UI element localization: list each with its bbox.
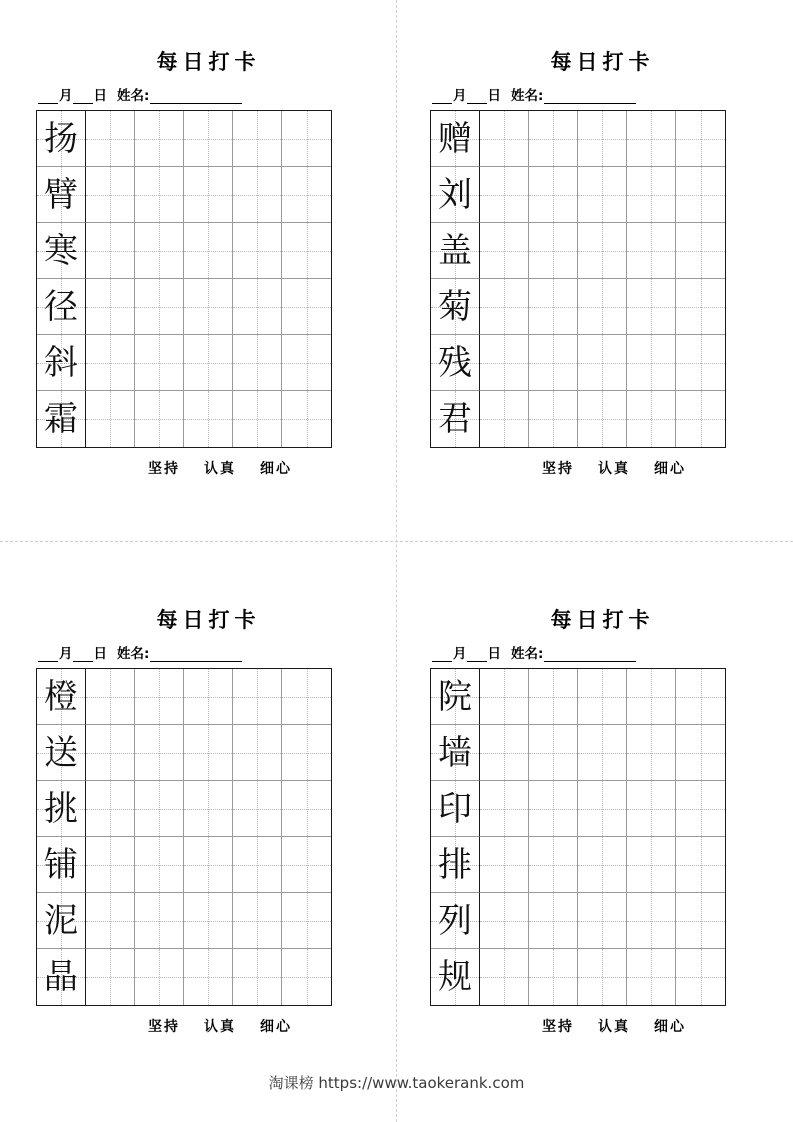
character-glyph: 列 bbox=[438, 900, 472, 941]
character-cell[interactable] bbox=[431, 335, 480, 391]
month-label: 月 bbox=[59, 88, 73, 105]
character-cell[interactable] bbox=[431, 725, 480, 781]
practice-cell[interactable] bbox=[578, 725, 627, 781]
practice-cell[interactable] bbox=[529, 223, 578, 279]
practice-cell[interactable] bbox=[627, 837, 676, 893]
practice-cell[interactable] bbox=[676, 837, 725, 893]
practice-cell[interactable] bbox=[233, 893, 282, 949]
practice-cell[interactable] bbox=[86, 837, 135, 893]
character-glyph: 径 bbox=[44, 286, 78, 327]
character-glyph: 印 bbox=[438, 788, 472, 829]
practice-cell[interactable] bbox=[480, 893, 529, 949]
practice-cell[interactable] bbox=[529, 725, 578, 781]
month-input[interactable] bbox=[38, 103, 58, 104]
character-glyph: 挑 bbox=[44, 788, 78, 829]
practice-cell[interactable] bbox=[233, 669, 282, 725]
month-input[interactable] bbox=[432, 103, 452, 104]
practice-cell[interactable] bbox=[529, 949, 578, 1005]
footer-term: 细心 bbox=[260, 1019, 292, 1036]
practice-cell[interactable] bbox=[233, 725, 282, 781]
practice-cell[interactable] bbox=[578, 279, 627, 335]
practice-cell[interactable] bbox=[184, 167, 233, 223]
name-input[interactable] bbox=[544, 103, 636, 104]
practice-cell[interactable] bbox=[135, 391, 184, 447]
practice-cell[interactable] bbox=[233, 391, 282, 447]
practice-cell[interactable] bbox=[184, 223, 233, 279]
practice-cell[interactable] bbox=[184, 279, 233, 335]
character-cell[interactable] bbox=[431, 223, 480, 279]
practice-cell[interactable] bbox=[135, 669, 184, 725]
footer-terms bbox=[430, 458, 770, 478]
practice-cell[interactable] bbox=[86, 669, 135, 725]
practice-cell[interactable] bbox=[233, 111, 282, 167]
character-cell[interactable] bbox=[431, 781, 480, 837]
character-glyph: 院 bbox=[438, 676, 472, 717]
character-glyph: 排 bbox=[438, 844, 472, 885]
practice-cell[interactable] bbox=[86, 335, 135, 391]
practice-cell[interactable] bbox=[627, 391, 676, 447]
footer-terms bbox=[430, 1016, 770, 1036]
practice-cell[interactable] bbox=[676, 111, 725, 167]
practice-cell[interactable] bbox=[233, 781, 282, 837]
name-input[interactable] bbox=[150, 661, 242, 662]
footer-term: 坚持 bbox=[542, 1019, 574, 1036]
practice-cell[interactable] bbox=[578, 781, 627, 837]
character-cell[interactable] bbox=[431, 391, 480, 447]
character-glyph: 泥 bbox=[44, 900, 78, 941]
name-label: 姓名: bbox=[117, 646, 150, 663]
character-glyph: 扬 bbox=[44, 118, 78, 159]
practice-card bbox=[36, 608, 376, 1036]
page-title: 每日打卡 bbox=[156, 50, 261, 74]
page-title: 每日打卡 bbox=[550, 50, 655, 74]
practice-cell[interactable] bbox=[676, 391, 725, 447]
name-input[interactable] bbox=[150, 103, 242, 104]
practice-cell[interactable] bbox=[282, 837, 331, 893]
name-label: 姓名: bbox=[511, 646, 544, 663]
practice-cell[interactable] bbox=[578, 837, 627, 893]
character-glyph: 铺 bbox=[44, 844, 78, 885]
practice-cell[interactable] bbox=[480, 223, 529, 279]
practice-cell[interactable] bbox=[282, 111, 331, 167]
day-label: 日 bbox=[487, 646, 501, 663]
character-cell[interactable] bbox=[37, 167, 86, 223]
month-label: 月 bbox=[453, 646, 467, 663]
day-input[interactable] bbox=[467, 103, 487, 104]
practice-cell[interactable] bbox=[233, 167, 282, 223]
fold-line-horizontal bbox=[0, 541, 793, 542]
character-cell[interactable] bbox=[431, 837, 480, 893]
practice-cell[interactable] bbox=[184, 335, 233, 391]
character-glyph: 残 bbox=[438, 342, 472, 383]
practice-cell[interactable] bbox=[529, 391, 578, 447]
day-label: 日 bbox=[93, 646, 107, 663]
character-cell[interactable] bbox=[37, 335, 86, 391]
character-glyph: 晶 bbox=[44, 957, 78, 998]
practice-cell[interactable] bbox=[233, 837, 282, 893]
practice-cell[interactable] bbox=[676, 223, 725, 279]
character-glyph: 菊 bbox=[438, 286, 472, 327]
practice-card bbox=[430, 608, 770, 1036]
day-label: 日 bbox=[93, 88, 107, 105]
practice-cell[interactable] bbox=[184, 391, 233, 447]
character-grid bbox=[430, 668, 726, 1006]
practice-cell[interactable] bbox=[135, 893, 184, 949]
practice-cell[interactable] bbox=[135, 949, 184, 1005]
practice-cell[interactable] bbox=[529, 111, 578, 167]
footer-term: 认真 bbox=[598, 461, 630, 478]
practice-cell[interactable] bbox=[135, 223, 184, 279]
practice-cell[interactable] bbox=[627, 167, 676, 223]
character-cell[interactable] bbox=[37, 111, 86, 167]
practice-cell[interactable] bbox=[184, 669, 233, 725]
practice-cell[interactable] bbox=[184, 837, 233, 893]
meta-row bbox=[36, 642, 376, 662]
practice-cell[interactable] bbox=[480, 335, 529, 391]
practice-cell[interactable] bbox=[627, 279, 676, 335]
character-glyph: 君 bbox=[438, 399, 472, 440]
character-glyph: 斜 bbox=[44, 342, 78, 383]
practice-cell[interactable] bbox=[86, 893, 135, 949]
practice-cell[interactable] bbox=[627, 893, 676, 949]
page-title: 每日打卡 bbox=[156, 608, 261, 632]
practice-cell[interactable] bbox=[627, 725, 676, 781]
practice-cell[interactable] bbox=[676, 335, 725, 391]
practice-cell[interactable] bbox=[282, 279, 331, 335]
practice-cell[interactable] bbox=[282, 391, 331, 447]
fold-line-vertical bbox=[396, 0, 397, 1122]
practice-cell[interactable] bbox=[282, 893, 331, 949]
practice-cell[interactable] bbox=[578, 893, 627, 949]
practice-cell[interactable] bbox=[676, 669, 725, 725]
practice-cell[interactable] bbox=[627, 949, 676, 1005]
practice-cell[interactable] bbox=[578, 167, 627, 223]
character-cell[interactable] bbox=[37, 391, 86, 447]
practice-cell[interactable] bbox=[480, 949, 529, 1005]
footer-term: 认真 bbox=[204, 1019, 236, 1036]
character-cell[interactable] bbox=[37, 725, 86, 781]
practice-cell[interactable] bbox=[184, 111, 233, 167]
character-cell[interactable] bbox=[37, 781, 86, 837]
practice-cell[interactable] bbox=[627, 223, 676, 279]
practice-cell[interactable] bbox=[135, 167, 184, 223]
day-input[interactable] bbox=[467, 661, 487, 662]
practice-cell[interactable] bbox=[86, 725, 135, 781]
practice-cell[interactable] bbox=[184, 949, 233, 1005]
practice-cell[interactable] bbox=[233, 949, 282, 1005]
practice-cell[interactable] bbox=[627, 781, 676, 837]
character-cell[interactable] bbox=[431, 279, 480, 335]
footer-term: 坚持 bbox=[148, 1019, 180, 1036]
practice-cell[interactable] bbox=[86, 949, 135, 1005]
practice-cell[interactable] bbox=[676, 167, 725, 223]
practice-cell[interactable] bbox=[676, 893, 725, 949]
day-input[interactable] bbox=[73, 661, 93, 662]
character-glyph: 臂 bbox=[44, 174, 78, 215]
practice-cell[interactable] bbox=[135, 335, 184, 391]
practice-cell[interactable] bbox=[135, 781, 184, 837]
practice-cell[interactable] bbox=[627, 669, 676, 725]
practice-cell[interactable] bbox=[529, 893, 578, 949]
character-cell[interactable] bbox=[431, 893, 480, 949]
footer-term: 坚持 bbox=[542, 461, 574, 478]
month-label: 月 bbox=[453, 88, 467, 105]
practice-cell[interactable] bbox=[233, 279, 282, 335]
day-label: 日 bbox=[487, 88, 501, 105]
character-cell[interactable] bbox=[37, 223, 86, 279]
practice-cell[interactable] bbox=[282, 725, 331, 781]
practice-cell[interactable] bbox=[578, 949, 627, 1005]
practice-cell[interactable] bbox=[578, 223, 627, 279]
practice-cell[interactable] bbox=[282, 167, 331, 223]
practice-cell[interactable] bbox=[233, 223, 282, 279]
practice-cell[interactable] bbox=[480, 167, 529, 223]
footer-term: 坚持 bbox=[148, 461, 180, 478]
practice-cell[interactable] bbox=[676, 279, 725, 335]
practice-cell[interactable] bbox=[184, 781, 233, 837]
character-grid bbox=[430, 110, 726, 448]
practice-cell[interactable] bbox=[135, 279, 184, 335]
month-label: 月 bbox=[59, 646, 73, 663]
character-glyph: 规 bbox=[438, 957, 472, 998]
character-cell[interactable] bbox=[431, 669, 480, 725]
character-cell[interactable] bbox=[431, 167, 480, 223]
footer-terms bbox=[36, 1016, 376, 1036]
footer-term: 认真 bbox=[598, 1019, 630, 1036]
character-cell[interactable] bbox=[37, 949, 86, 1005]
month-input[interactable] bbox=[432, 661, 452, 662]
practice-cell[interactable] bbox=[578, 669, 627, 725]
character-cell[interactable] bbox=[37, 837, 86, 893]
practice-cell[interactable] bbox=[282, 669, 331, 725]
character-glyph: 寒 bbox=[44, 230, 78, 271]
practice-cell[interactable] bbox=[578, 111, 627, 167]
page-title: 每日打卡 bbox=[550, 608, 655, 632]
character-grid bbox=[36, 668, 332, 1006]
practice-cell[interactable] bbox=[480, 669, 529, 725]
meta-row bbox=[430, 642, 770, 662]
character-cell[interactable] bbox=[431, 949, 480, 1005]
footer-term: 细心 bbox=[654, 461, 686, 478]
practice-cell[interactable] bbox=[578, 391, 627, 447]
character-glyph: 橙 bbox=[44, 676, 78, 717]
practice-cell[interactable] bbox=[135, 837, 184, 893]
practice-cell[interactable] bbox=[233, 335, 282, 391]
practice-cell[interactable] bbox=[627, 335, 676, 391]
practice-cell[interactable] bbox=[86, 111, 135, 167]
practice-cell[interactable] bbox=[676, 725, 725, 781]
character-cell[interactable] bbox=[431, 111, 480, 167]
practice-cell[interactable] bbox=[135, 111, 184, 167]
practice-cell[interactable] bbox=[86, 781, 135, 837]
practice-cell[interactable] bbox=[86, 279, 135, 335]
name-label: 姓名: bbox=[511, 88, 544, 105]
practice-card bbox=[36, 50, 376, 478]
practice-cell[interactable] bbox=[282, 781, 331, 837]
character-glyph: 刘 bbox=[438, 174, 472, 215]
practice-cell[interactable] bbox=[529, 167, 578, 223]
practice-cell[interactable] bbox=[480, 391, 529, 447]
name-input[interactable] bbox=[544, 661, 636, 662]
practice-cell[interactable] bbox=[676, 781, 725, 837]
practice-cell[interactable] bbox=[480, 781, 529, 837]
month-input[interactable] bbox=[38, 661, 58, 662]
watermark: 淘课榜 https://www.taokerank.com bbox=[268, 1074, 525, 1092]
practice-cell[interactable] bbox=[282, 335, 331, 391]
practice-cell[interactable] bbox=[184, 893, 233, 949]
character-glyph: 送 bbox=[44, 732, 78, 773]
character-glyph: 赠 bbox=[438, 118, 472, 159]
practice-cell[interactable] bbox=[480, 111, 529, 167]
practice-cell[interactable] bbox=[86, 391, 135, 447]
character-glyph: 霜 bbox=[44, 399, 78, 440]
character-cell[interactable] bbox=[37, 279, 86, 335]
practice-cell[interactable] bbox=[529, 279, 578, 335]
practice-cell[interactable] bbox=[578, 335, 627, 391]
practice-cell[interactable] bbox=[529, 837, 578, 893]
practice-cell[interactable] bbox=[529, 781, 578, 837]
practice-cell[interactable] bbox=[86, 223, 135, 279]
meta-row bbox=[430, 84, 770, 104]
day-input[interactable] bbox=[73, 103, 93, 104]
practice-cell[interactable] bbox=[480, 837, 529, 893]
practice-cell[interactable] bbox=[627, 111, 676, 167]
name-label: 姓名: bbox=[117, 88, 150, 105]
practice-cell[interactable] bbox=[135, 725, 184, 781]
footer-terms bbox=[36, 458, 376, 478]
meta-row bbox=[36, 84, 376, 104]
character-cell[interactable] bbox=[37, 669, 86, 725]
practice-cell[interactable] bbox=[529, 335, 578, 391]
practice-cell[interactable] bbox=[86, 167, 135, 223]
footer-term: 细心 bbox=[260, 461, 292, 478]
practice-cell[interactable] bbox=[184, 725, 233, 781]
character-cell[interactable] bbox=[37, 893, 86, 949]
practice-card bbox=[430, 50, 770, 478]
practice-cell[interactable] bbox=[282, 949, 331, 1005]
practice-cell[interactable] bbox=[529, 669, 578, 725]
practice-cell[interactable] bbox=[676, 949, 725, 1005]
character-glyph: 墙 bbox=[438, 732, 472, 773]
practice-cell[interactable] bbox=[282, 223, 331, 279]
practice-cell[interactable] bbox=[480, 725, 529, 781]
footer-term: 细心 bbox=[654, 1019, 686, 1036]
character-glyph: 盖 bbox=[438, 230, 472, 271]
footer-term: 认真 bbox=[204, 461, 236, 478]
practice-cell[interactable] bbox=[480, 279, 529, 335]
character-grid bbox=[36, 110, 332, 448]
